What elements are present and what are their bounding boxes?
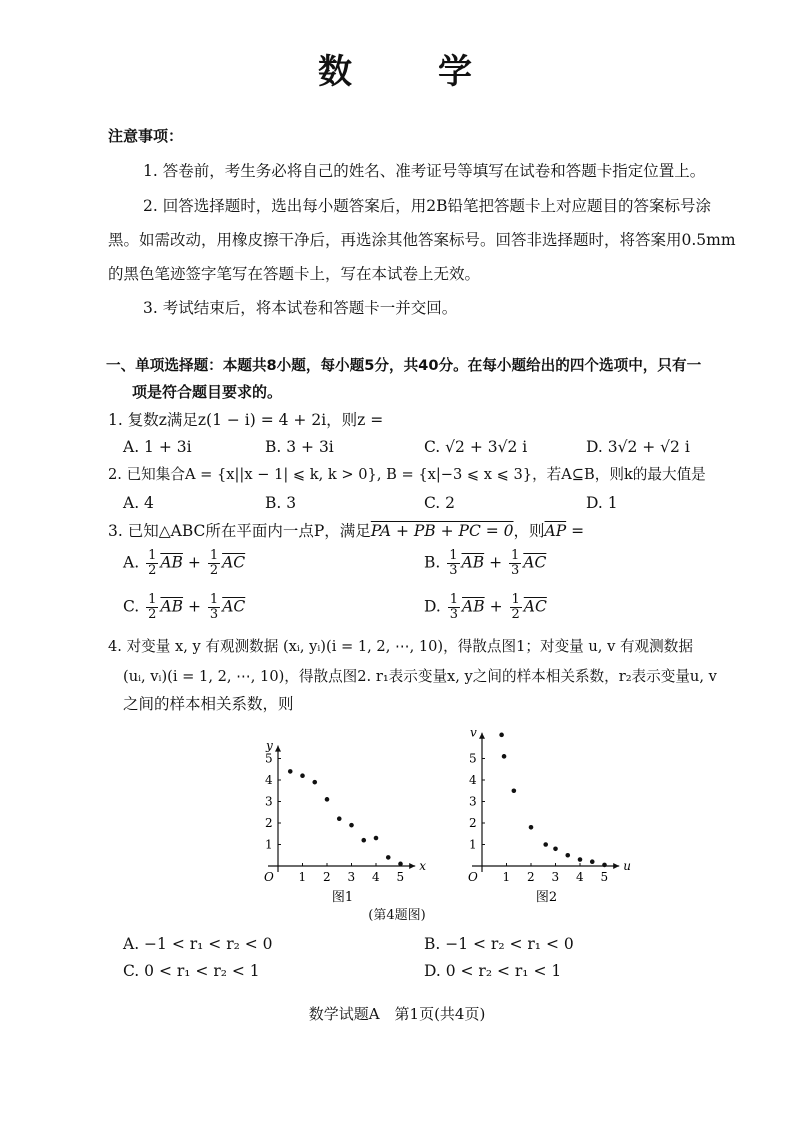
chart-1-y-tick-label-5: 5 [265,751,273,766]
chart-2-data-point-5 [543,842,548,847]
chart-1-data-point-1 [288,769,293,774]
scatter-figure-1 [244,716,434,910]
chart-2-x-axis-arrow [613,863,619,869]
chart-1-data-point-6 [349,823,354,828]
chart-1-x-tick-label-5: 5 [396,870,405,884]
fraction: $\frac{1}{2}$ [511,592,520,622]
q4-option-d: D. 0 < r₂ < r₁ < 1 [424,962,562,980]
plus-sign: + [489,597,503,616]
chart-1-origin-label: O [264,870,274,884]
q2-option-b: B. 3 [265,494,297,512]
chart-1-x-tick-label-3: 3 [347,870,356,884]
q4-stem-line2: (uᵢ, vᵢ)(i = 1, 2, ⋯, 10)，得散点图2. r₁表示变量x, y之间的样本相关系数，r₂表示变量u, v [123,668,717,685]
section-heading: 一、单项选择题：本题共8小题，每小题5分，共40分。在每小题给出的四个选项中，只有一 [106,357,702,374]
q2-option-a: A. 4 [123,494,154,512]
page-footer: 数学试题A 第1页(共4页) [308,1005,486,1023]
q3-stem-end: = [566,522,585,540]
q3-option-a [123,549,245,578]
chart-1-x-tick-label-1: 1 [298,870,307,884]
q3-option-a-label: A. [123,553,140,572]
vector-ac: $\overline{AC}$ [523,597,547,616]
chart-2-data-point-6 [553,847,558,852]
fraction: $\frac{1}{3}$ [511,548,520,578]
scatter-figure-2 [448,716,638,910]
scatter-plot-2 [448,716,638,906]
section-heading-cont: 项是符合题目要求的。 [132,383,283,401]
chart-1-x-tick-label-2: 2 [323,870,331,884]
chart-2-y-tick-label-5: 5 [469,751,477,766]
q3-target-vector: $\overline{AP}$ [544,522,567,540]
vector-ac: $\overline{AC}$ [222,553,246,572]
chart-1-data-point-5 [337,816,342,821]
chart-1-data-point-8 [374,836,379,841]
vector-ab: $\overline{AB}$ [160,553,183,572]
chart-2-data-point-9 [590,859,595,864]
q4-option-b: B. −1 < r₂ < r₁ < 0 [424,935,574,953]
chart-2-origin-label: O [468,870,478,884]
q4-stem-line1: 4. 对变量 x, y 有观测数据 (xᵢ, yᵢ)(i = 1, 2, ⋯, 10)，得散点图1；对变量 u, v 有观测数据 [108,638,693,655]
q3-option-d [424,593,547,622]
notice-item-3: 3. 考试结束后，将本试卷和答题卡一并交回。 [143,299,458,317]
chart-1-y-axis-label: y [266,738,273,753]
fraction: $\frac{1}{2}$ [148,548,157,578]
notice-item-2: 2. 回答选择题时，选出每小题答案后，用2B铅笔把答题卡上对应题目的答案标号涂 [143,197,711,215]
chart-2-data-point-4 [529,825,534,830]
chart-2-x-tick-label-4: 4 [576,870,584,884]
plus-sign: + [187,553,201,572]
plus-sign: + [187,597,201,616]
chart-2-x-tick-label-5: 5 [600,870,609,884]
chart-2-y-tick-label-3: 3 [469,794,477,809]
chart-1-x-axis-arrow [409,863,415,869]
chart-2-y-tick-label-2: 2 [469,816,477,830]
chart-2-figure-title: 图2 [535,890,558,905]
q2-option-c: C. 2 [424,494,456,512]
q1-option-b: B. 3 + 3i [265,438,334,456]
notice-item-2-cont2: 的黑色笔迹签字笔写在答题卡上，写在本试卷上无效。 [108,265,481,283]
q3-option-d-label: D. [424,597,441,616]
fraction: $\frac{1}{3}$ [449,592,459,622]
q3-option-b [424,549,546,578]
q3-option-c [123,593,245,622]
chart-1-data-point-2 [300,773,305,778]
chart-1-y-tick-label-3: 3 [265,794,273,809]
q4-stem-line3: 之间的样本相关系数，则 [123,695,294,713]
q1-stem: 1. 复数z满足z(1 − i) = 4 + 2i，则z = [108,411,384,429]
chart-2-data-point-8 [578,857,583,862]
chart-2-data-point-7 [565,853,570,858]
chart-2-y-axis-arrow [479,733,485,739]
vector-ac: $\overline{AC}$ [523,553,547,572]
chart-1-data-point-7 [361,838,366,843]
q3-stem-prefix: 3. 已知△ABC所在平面内一点P，满足 [108,522,371,540]
chart-1-data-point-9 [386,855,391,860]
q1-option-d: D. 3√2 + √2 i [586,438,690,456]
fraction: $\frac{1}{3}$ [449,548,458,578]
notice-heading: 注意事项： [108,127,184,145]
q3-stem-suffix: ，则 [513,522,545,540]
scatter-plot-1 [244,716,434,906]
fraction: $\frac{1}{3}$ [209,592,219,622]
chart-1-y-tick-label-2: 2 [265,816,273,830]
vector-ab: $\overline{AB}$ [462,597,485,616]
notice-item-1: 1. 答卷前，考生务必将自己的姓名、准考证号等填写在试卷和答题卡指定位置上。 [143,162,706,180]
q3-stem [108,521,584,541]
chart-2-x-tick-label-3: 3 [551,870,560,884]
figure-caption: (第4题图) [368,908,426,923]
notice-item-2-cont: 黑。如需改动，用橡皮擦干净后，再选涂其他答案标号。回答非选择题时，将答案用0.5mm [108,231,736,249]
chart-2-x-axis-label: u [623,859,631,873]
page-title: 数 学 [318,52,498,92]
chart-1-figure-title: 图1 [331,890,354,905]
plus-sign: + [489,553,503,572]
chart-1-x-tick-label-4: 4 [372,870,380,884]
q2-stem: 2. 已知集合A = {x||x − 1| ⩽ k, k > 0}, B = {x|−3 ⩽ x ⩽ 3}，若A⊆B，则k的最大值是 [108,466,706,483]
q3-vector-equation: PA + PB + PC = 0 [370,522,514,540]
chart-2-data-point-3 [512,788,517,793]
q4-option-a: A. −1 < r₁ < r₂ < 0 [123,935,273,953]
chart-2-x-tick-label-1: 1 [502,870,511,884]
chart-2-y-tick-label-4: 4 [469,773,477,787]
q1-option-c: C. √2 + 3√2 i [424,438,528,456]
chart-2-data-point-2 [502,754,507,759]
q2-option-d: D. 1 [586,494,618,512]
chart-2-data-point-10 [602,863,607,868]
chart-1-y-tick-label-4: 4 [265,773,273,787]
chart-1-y-axis-arrow [275,746,281,752]
fraction: $\frac{1}{2}$ [209,548,219,578]
vector-ac: $\overline{AC}$ [222,597,246,616]
q1-option-a: A. 1 + 3i [123,438,192,456]
q3-option-b-label: B. [424,553,441,572]
chart-2-x-tick-label-2: 2 [527,870,535,884]
chart-2-data-point-1 [499,733,504,738]
vector-ab: $\overline{AB}$ [160,597,184,616]
chart-1-y-tick-label-1: 1 [265,837,273,852]
q4-option-c: C. 0 < r₁ < r₂ < 1 [123,962,260,980]
fraction: $\frac{1}{2}$ [148,592,157,622]
vector-ab: $\overline{AB}$ [461,553,485,572]
chart-2-y-tick-label-1: 1 [469,837,477,852]
chart-1-data-point-10 [398,862,403,867]
chart-2-y-axis-label: v [470,725,477,740]
q3-option-c-label: C. [123,597,140,616]
chart-1-x-axis-label: x [419,859,426,873]
chart-1-data-point-3 [312,780,317,785]
chart-1-data-point-4 [325,797,330,802]
